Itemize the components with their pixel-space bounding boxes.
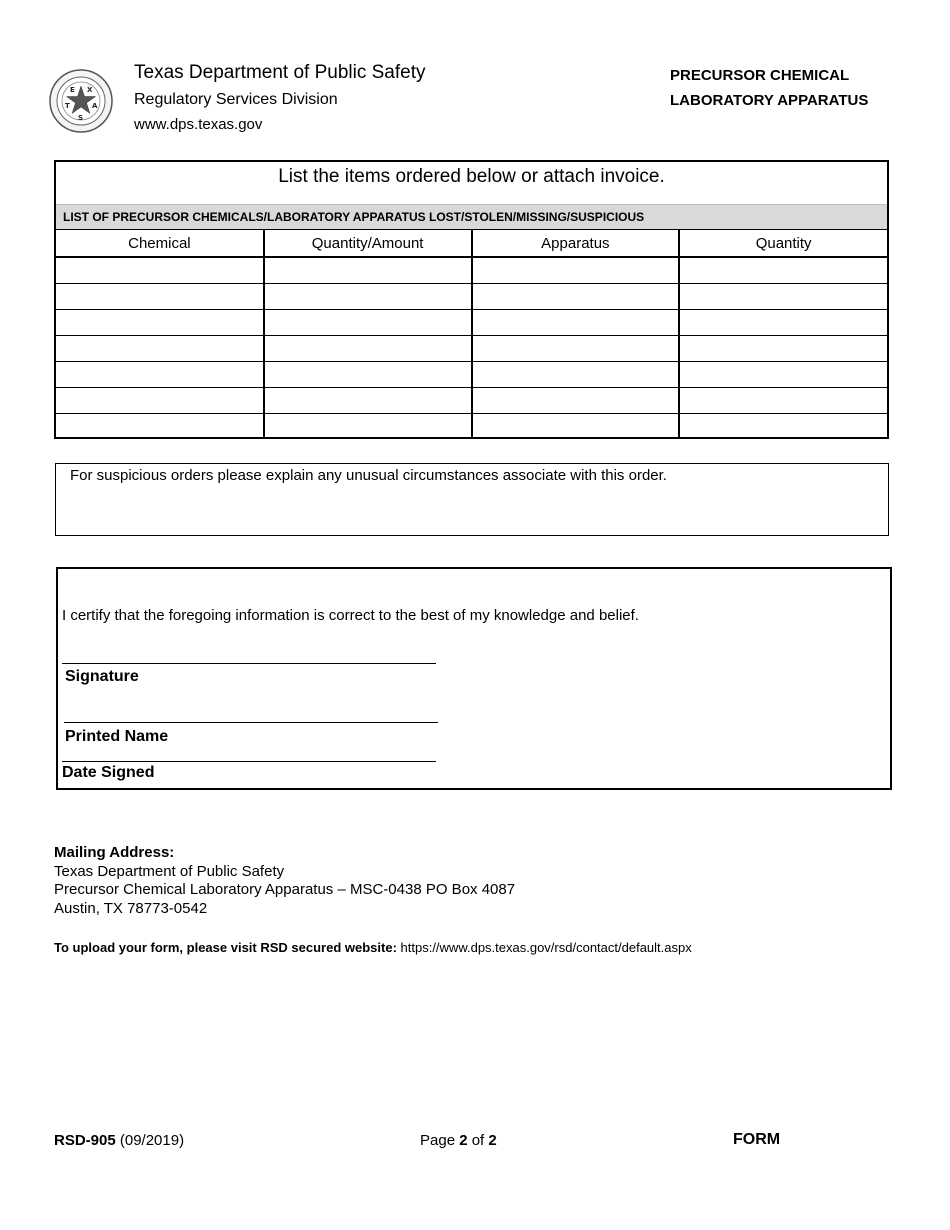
quantity-amount-cell[interactable] xyxy=(264,388,472,414)
column-header-quantity: Quantity xyxy=(679,230,887,257)
printed-name-label: Printed Name xyxy=(65,728,169,745)
seal-letter: A xyxy=(92,102,98,110)
chemical-cell[interactable] xyxy=(56,310,264,336)
signature-line[interactable] xyxy=(62,663,436,664)
page-prefix: Page xyxy=(420,1132,460,1149)
upload-label: To upload your form, please visit RSD secured website: xyxy=(54,940,397,955)
apparatus-cell[interactable] xyxy=(472,284,680,310)
agency-website[interactable]: www.dps.texas.gov xyxy=(134,116,263,133)
quantity-amount-cell[interactable] xyxy=(264,414,472,440)
certification-statement: I certify that the foregoing information is correct to the best of my knowledge and belief. xyxy=(62,607,639,624)
agency-name: Texas Department of Public Safety xyxy=(134,62,426,83)
form-title-line2: LABORATORY APPARATUS xyxy=(670,92,869,109)
items-table xyxy=(56,230,887,439)
chemical-cell[interactable] xyxy=(56,414,264,440)
quantity-amount-cell[interactable] xyxy=(264,257,472,284)
division-name: Regulatory Services Division xyxy=(134,91,338,108)
quantity-cell[interactable] xyxy=(679,257,887,284)
column-header-apparatus: Apparatus xyxy=(472,230,680,257)
upload-url-link[interactable]: https://www.dps.texas.gov/rsd/contact/default.aspx xyxy=(396,940,692,955)
page-indicator xyxy=(420,1132,497,1149)
page-of: of xyxy=(467,1132,489,1149)
chemical-cell[interactable] xyxy=(56,388,264,414)
table-row xyxy=(56,388,887,414)
form-number-code: RSD-905 xyxy=(54,1132,116,1149)
chemical-cell[interactable] xyxy=(56,336,264,362)
apparatus-cell[interactable] xyxy=(472,310,680,336)
items-instruction: List the items ordered below or attach invoice. xyxy=(278,166,665,187)
page-total: 2 xyxy=(488,1132,497,1149)
seal-letter: S xyxy=(78,114,84,122)
apparatus-cell[interactable] xyxy=(472,414,680,440)
items-section xyxy=(54,160,889,439)
printed-name-line[interactable] xyxy=(64,722,438,723)
mailing-heading: Mailing Address: xyxy=(54,844,175,861)
chemical-cell[interactable] xyxy=(56,257,264,284)
dps-seal-logo xyxy=(48,68,114,134)
column-header-chemical: Chemical xyxy=(56,230,264,257)
form-revision: (09/2019) xyxy=(115,1132,185,1149)
form-title-line1: PRECURSOR CHEMICAL xyxy=(670,67,850,84)
quantity-amount-cell[interactable] xyxy=(264,284,472,310)
quantity-cell[interactable] xyxy=(679,336,887,362)
chemical-cell[interactable] xyxy=(56,284,264,310)
mailing-line-2: Precursor Chemical Laboratory Apparatus – MSC-0438 PO Box 4087 xyxy=(54,881,516,898)
quantity-amount-cell[interactable] xyxy=(264,310,472,336)
table-row xyxy=(56,362,887,388)
apparatus-cell[interactable] xyxy=(472,336,680,362)
items-section-heading: LIST OF PRECURSOR CHEMICALS/LABORATORY APPARATUS LOST/STOLEN/MISSING/SUSPICIOUS xyxy=(56,204,887,230)
date-signed-label: Date Signed xyxy=(62,764,155,781)
quantity-cell[interactable] xyxy=(679,284,887,310)
quantity-cell[interactable] xyxy=(679,362,887,388)
suspicious-prompt: For suspicious orders please explain any unusual circumstances associate with this order. xyxy=(70,467,667,484)
form-label: FORM xyxy=(733,1131,781,1148)
signature-label: Signature xyxy=(65,668,139,685)
quantity-cell[interactable] xyxy=(679,414,887,440)
quantity-amount-cell[interactable] xyxy=(264,362,472,388)
mailing-line-1: Texas Department of Public Safety xyxy=(54,863,285,880)
page-current: 2 xyxy=(459,1132,468,1149)
quantity-amount-cell[interactable] xyxy=(264,336,472,362)
suspicious-explanation-field[interactable] xyxy=(55,463,889,536)
apparatus-cell[interactable] xyxy=(472,257,680,284)
seal-letter: E xyxy=(70,86,75,94)
table-row xyxy=(56,336,887,362)
mailing-line-3: Austin, TX 78773-0542 xyxy=(54,900,208,917)
seal-letter: T xyxy=(65,102,70,110)
upload-instructions xyxy=(54,940,692,955)
table-row xyxy=(56,310,887,336)
table-row xyxy=(56,257,887,284)
seal-letter: X xyxy=(87,86,93,94)
table-row xyxy=(56,284,887,310)
form-number xyxy=(54,1132,184,1149)
chemical-cell[interactable] xyxy=(56,362,264,388)
quantity-cell[interactable] xyxy=(679,388,887,414)
apparatus-cell[interactable] xyxy=(472,362,680,388)
quantity-cell[interactable] xyxy=(679,310,887,336)
column-header-quantity-amount: Quantity/Amount xyxy=(264,230,472,257)
date-signed-line[interactable] xyxy=(62,761,436,762)
apparatus-cell[interactable] xyxy=(472,388,680,414)
certification-section xyxy=(56,567,892,790)
table-row xyxy=(56,414,887,440)
